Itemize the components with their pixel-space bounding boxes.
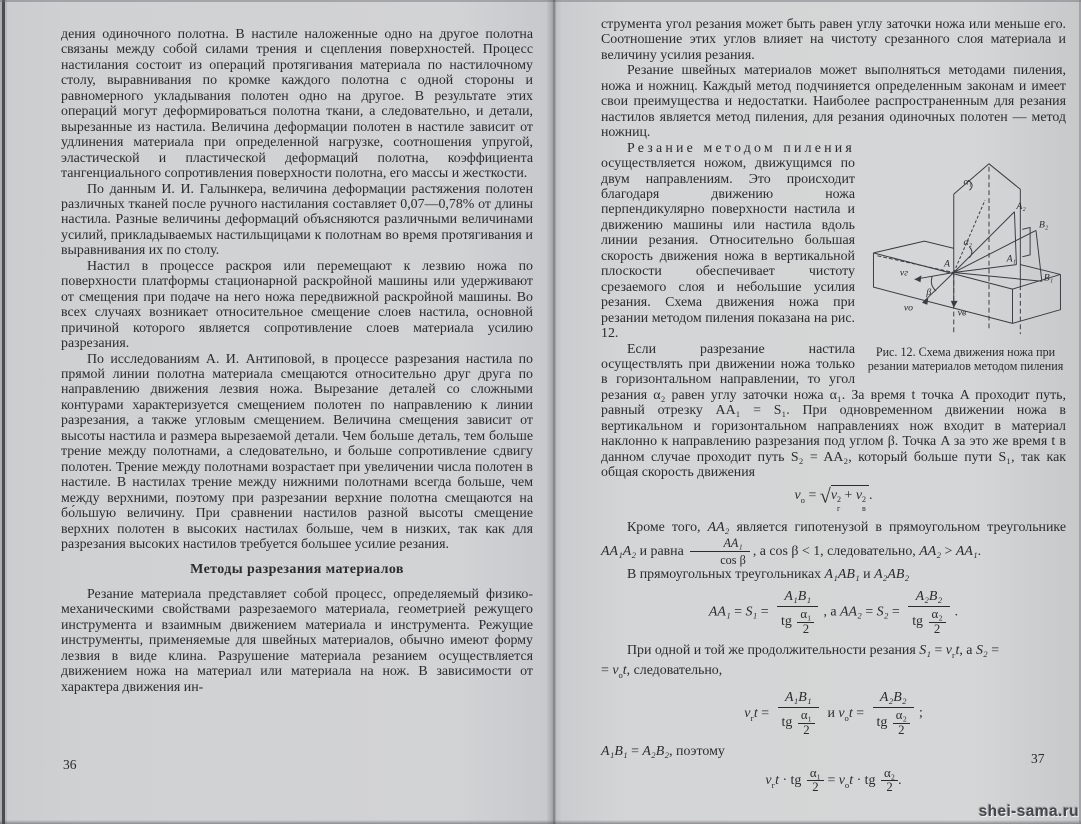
paragraph-nastil: Настил в процессе раскроя или перемещают к лезвию ножа по поверхности платформы стационарной раскройной машины или удерживают от смещения при подаче на него ножа передвижной раскройной машины. Во всех случаях возникает относительное смещение слоев настила, основной причиной которого является сопротивление слоев материала усилию разрезания. — [61, 258, 533, 352]
paragraph-strumenta: струмента угол резания может быть равен углу заточки ножа или меньше его. Соотношение этих углов влияет на чистоту срезанного слоя материала и величину усилия резания. — [601, 17, 1066, 63]
inline-fraction: $\frac{\text{AA₁}}{\text{cos β}}$ — [690, 536, 750, 567]
label-a1: A₁ — [1006, 253, 1016, 265]
pilenie-rest: осуществляется ножом, движущимся по двум направлениям. Это происходит благодаря движению ножа перпендикулярно поверхности настила и движению машины или настила вдоль линии резания. Относительно большая скорость движения ножа в вертикальной плоскости обеспечивает чистоту срезаемого слоя и небольшие усилия резания. Схема движения ножа при резании методом пиления показана на рис. 12. — [601, 156, 855, 342]
paragraph-duration: При одной и той же продолжительности резания $S_1 = v_гt$, а S₂ = = $v_оt$, следовательно, — [601, 642, 1000, 680]
label-alpha1: α₁ — [963, 175, 973, 187]
scan-edge-left — [0, 0, 7, 824]
paragraph-methods: Резание швейных материалов может выполняться методами пиления, ножа и ножниц. Каждый метод подчиняется определенным законам и имеет свои преимущества и недостатки. Наиболее распространенным для резания настилов является метод пиления, для резания одиночных полотен — метод ножниц. — [601, 63, 1066, 141]
paragraph-triangles: В прямоугольных треугольниках A₁AB₁ и A₂AB₂ — [627, 566, 910, 582]
left-page — [61, 27, 533, 759]
figure-12 — [865, 155, 1066, 373]
book-spine — [546, 0, 562, 824]
right-page — [601, 17, 1066, 795]
label-a2: A₂ — [1016, 200, 1026, 212]
emphasis-pilenie: Резание методом пиления — [627, 140, 855, 156]
fraction: A₁B₁ tg $\frac{\text{α₁}}{2}$ — [777, 589, 818, 636]
label-b2: B₂ — [1038, 219, 1049, 231]
small-fraction: $\frac{\text{α₂}}{2}$ — [881, 767, 898, 795]
label-b1: B₁ — [1043, 271, 1054, 283]
label-v-horizontal: vг — [899, 267, 909, 279]
small-fraction: $\frac{\text{α₁}}{2}$ — [807, 767, 824, 795]
label-v-total: vо — [903, 302, 914, 314]
page-number-right: 37 — [1031, 751, 1045, 766]
watermark: shei-sama.ru — [978, 803, 1079, 820]
scan-edge-bottom — [0, 820, 1081, 824]
fraction: A₂B₂ tg $\frac{\text{α₂}}{2}$ — [908, 589, 949, 636]
paragraph-galynker: По данным И. И. Галынкера, величина деформации растяжения полотен различных тканей после ручного настилания составляет 0,07—0,78% от длины настила. Разные величины деформаций объясняются различными величинами усилий, прикладываемых настильщицами к полотнам во время протягивания и выравнивания их по столу. — [61, 181, 533, 259]
paragraph-krome: Кроме того, AA₂ является гипотенузой в прямоугольном треугольнике AA₁A₂ и равна $\frac{\text{AA₁}}{\text{cos β}}$ , а cos β < 1, следовательно, AA₂ > AA₁. — [601, 520, 1066, 567]
knife-blade-face — [954, 188, 1021, 283]
paragraph-esli: Если разрезание настила осуществлять при движении ножа только в горизонтальном направлении, то угол резания α₂ равен углу заточки ножа α₁. За время t точка A проходит путь, равный отрезку AA₁ = S₁. При одновременном движении ножа в вертикальном и горизонтальном направлениях нож входит в материал наклонно к направлению разрезания под углом β. Точка A за это же время t в данном случае проходит путь S₂ = AA₂, который больше пути S₁, так как общая скорость движения — [601, 341, 1066, 481]
formula-velocity: $v_о = √v$ 2 г + v 2 в . — [794, 485, 873, 513]
label-beta: β — [926, 286, 932, 298]
fraction: A₂B₂ tg $\frac{\text{α₂}}{2}$ — [873, 690, 914, 737]
paragraph-poetomu: A₁B₁ = A₂B₂, поэтому — [601, 744, 725, 760]
formula-final: $v_гt$ · tg $\frac{\text{α₁}}{2}$ = $v_оt$ · tg $\frac{\text{α₂}}{2}$ . — [765, 765, 902, 795]
page-number-left: 36 — [63, 757, 77, 772]
figure-caption: Рис. 12. Схема движения ножа при резании материалов методом пиления — [867, 344, 1064, 373]
knife-cutting-diagram — [865, 155, 1066, 341]
section-heading: Методы разрезания материалов — [190, 562, 404, 578]
scan-edge-top — [0, 0, 1081, 2]
paragraph-antipova: По исследованиям А. И. Антиповой, в процессе разрезания настила по прямой линии полотна материала смещаются относительно друг друга по направлению движения лезвия ножа. Вырезание деталей со сложными контурами характеризуется смещением полотен по направлению к линии разрезания, а также угловым смещением. Величина смещения зависит от высоты настила и размера вырезаемой детали. Чем больше деталь, тем больше трение между полотнами, а следовательно, и больше сопротивление сдвигу полотен. Трение между полотнами возрастает при увеличении числа полотен в настиле. В настилах трение между нижними полотнами всегда больше, чем между верхними, поэтому при разрезании верхние полотна смещаются на бо́льшую величину. При сравнении настилов разной высоты смещение верхних полотен в высоких настилах больше, чем в низких, так как для разрезания высоких настилов требуется большее усилие резания. — [61, 351, 533, 552]
label-a: A — [943, 258, 950, 270]
paragraph-spread-continuation: дения одиночного полотна. В настиле наложенные одно на другое полотна связаны между собой силами трения и сцепления поверхностей. Процесс настилания состоит из операций протягивания материала по настилочному столу, выравнивания по кромке каждого полотна с одной стороны и равномерного укладывания полотен одно на другое. В результате этих операций могут деформироваться полотна ткани, а следовательно, и детали, вырезанные из настила. Величина деформации полотен в настиле зависит от удлинения материала при определенной нагрузке, соотношения упругой, эластической и пластической деформаций полотна, коэффициента тангенциального сопротивления поверхности полотна, его массы и жесткости. — [61, 27, 533, 182]
paragraph-rezanie: Резание материала представляет собой процесс, определяемый физико-механическими свойствами разрезаемого материала, геометрией режущего инструмента и взаимным движением материала и инструмента. Режущие инструменты, применяемые для швейных материалов, обычно имеют форму лезвия в виде клина. Разрушение материала резанием осуществляется движением ножа на материал или материала на нож. В зависимости от характера движения ин- — [61, 586, 533, 695]
formula-segments: AA₁ = S₁ = A₁B₁ tg $\frac{\text{α₁}}{2}$ , а AA₂ = S₂ = A₂B₂ tg $\frac{\text{α₂}}{2}$ . — [708, 589, 959, 636]
fraction: A₁B₁ tg $\frac{\text{α₁}}{2}$ — [778, 690, 819, 737]
label-v-vertical: vв — [957, 307, 967, 319]
radical-sign: √ — [819, 485, 831, 508]
label-alpha2: α₂ — [963, 236, 973, 248]
formula-vt: $v_гt$ = A₁B₁ tg $\frac{\text{α₁}}{2}$ и $v_оt$ = A₂B₂ tg $\frac{\text{α₂}}{2}$ ; — [744, 690, 923, 737]
